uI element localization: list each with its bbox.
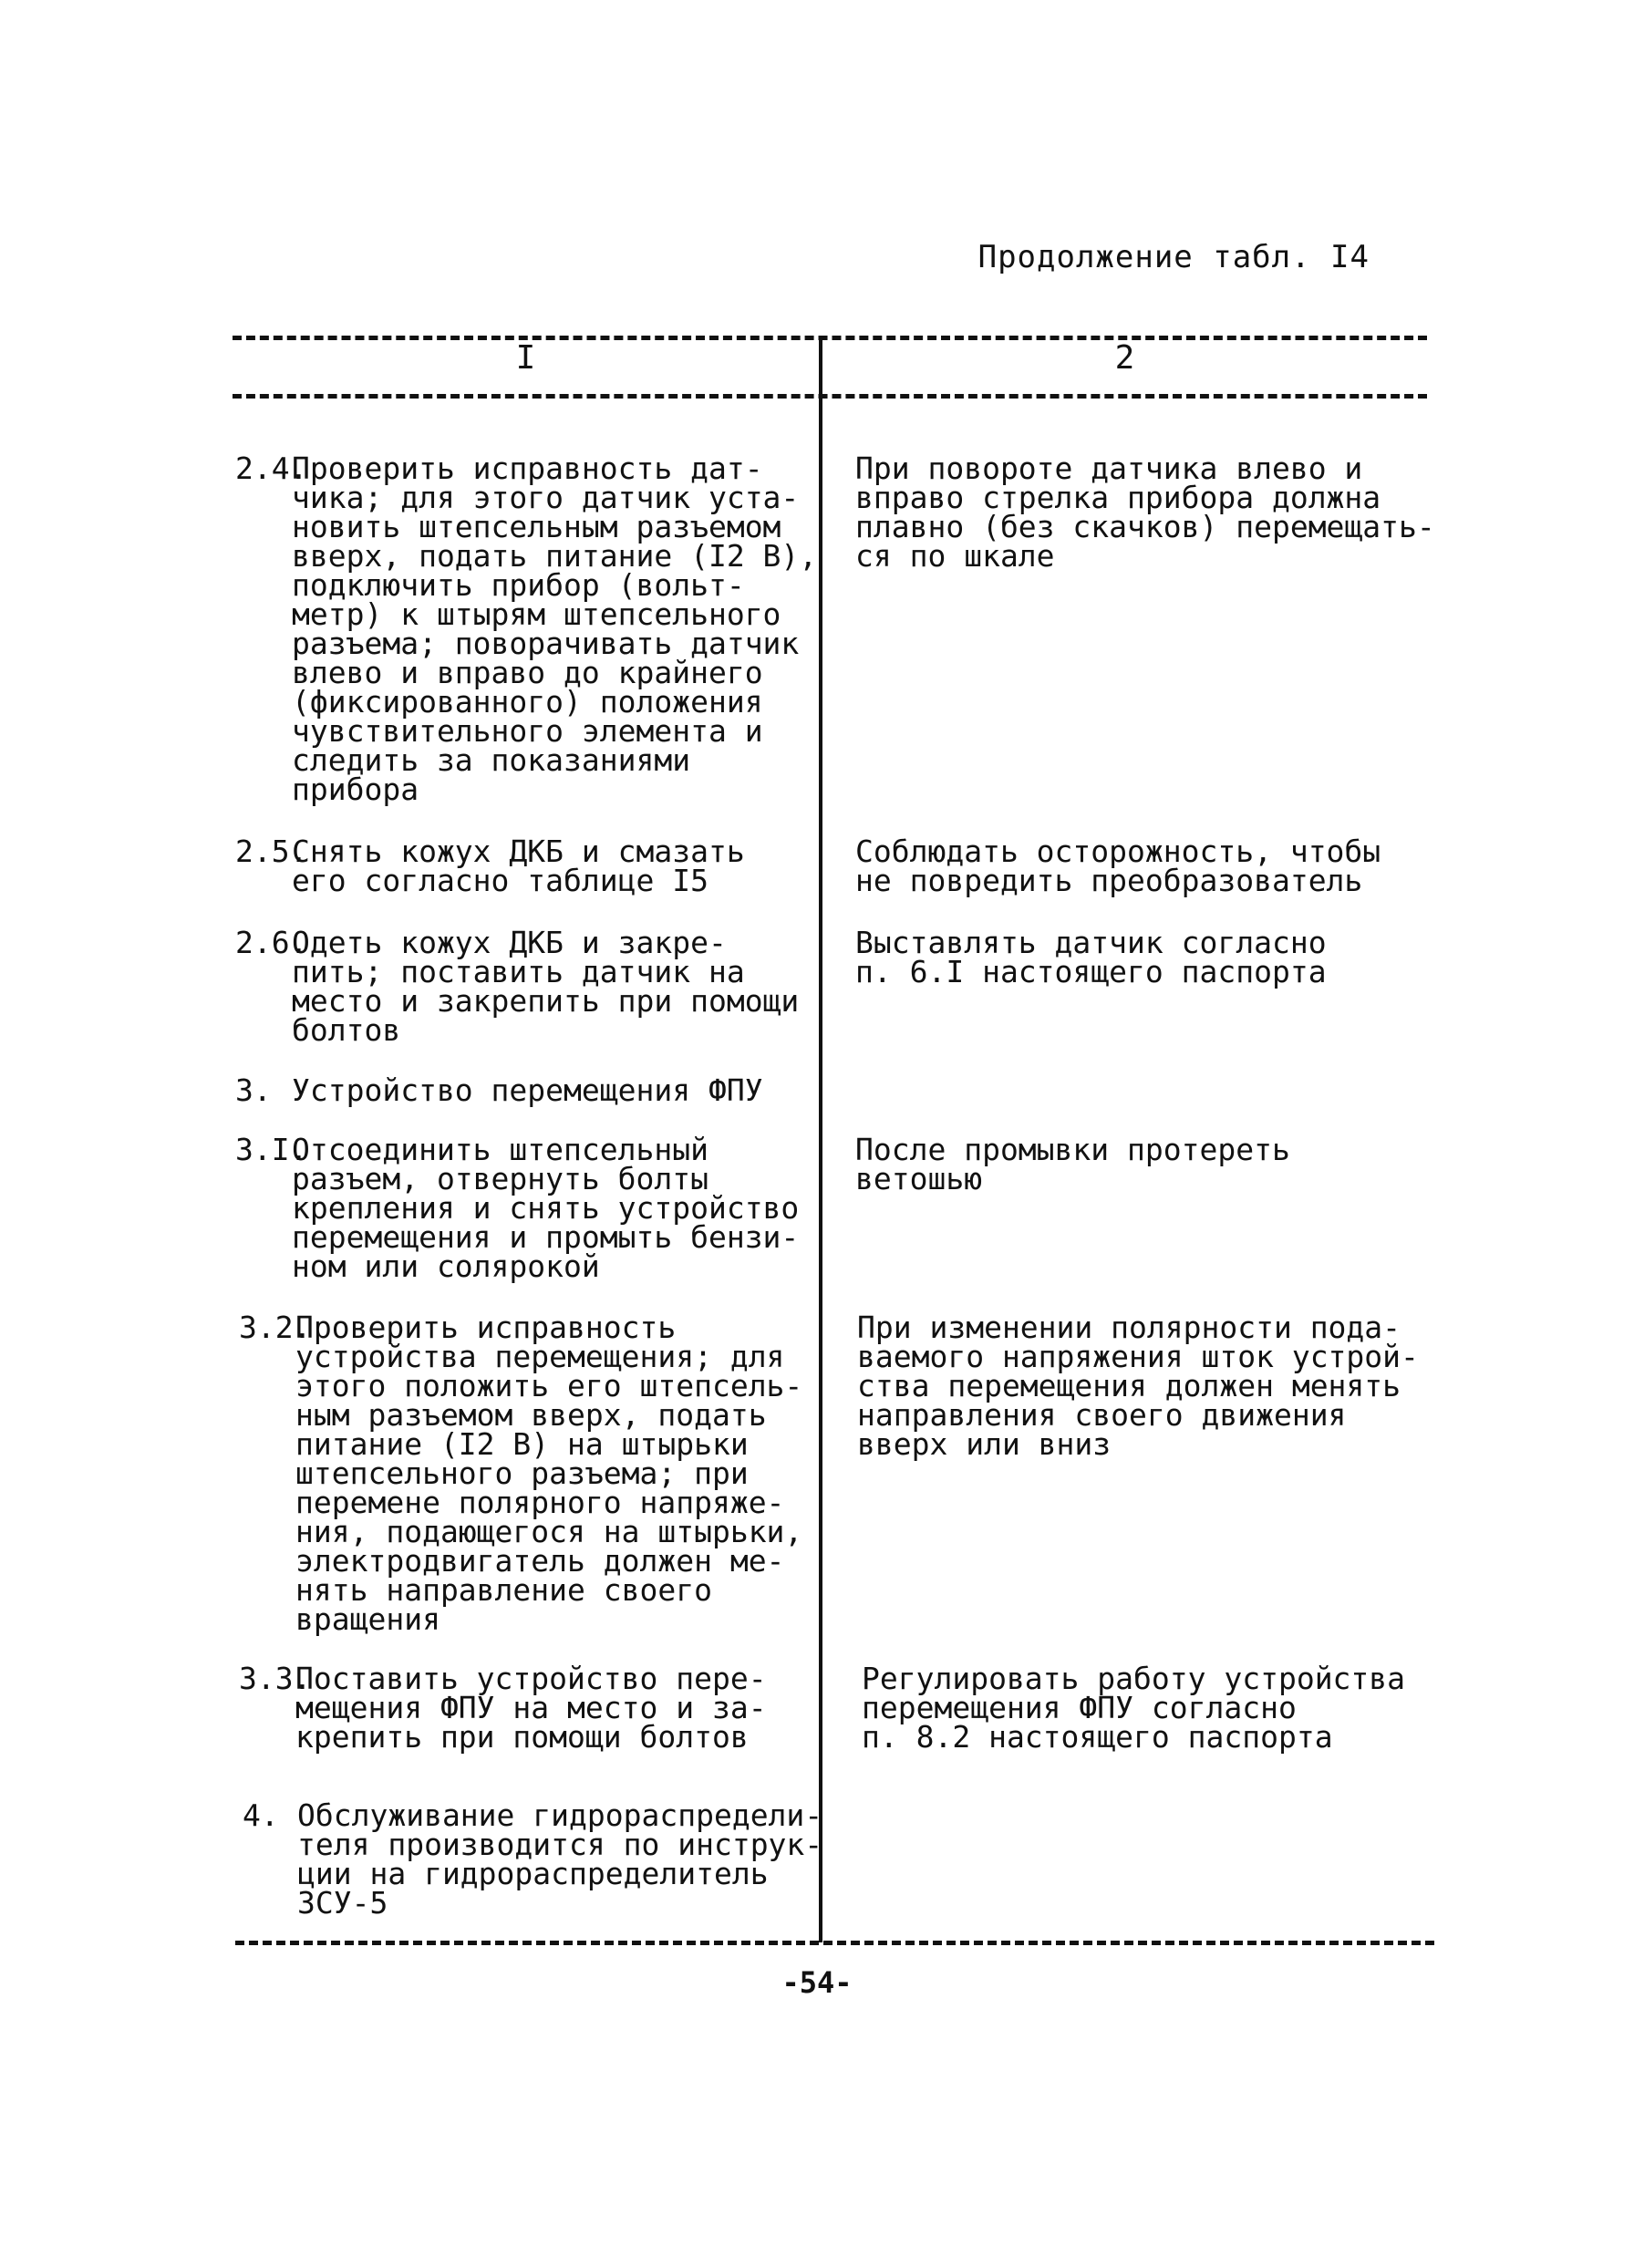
row-number: 3.I.	[235, 1132, 308, 1167]
section-number: 3.	[235, 1072, 272, 1108]
row-action: Проверить исправность устройства перемещения; для этого положить его штепсель- ным разъемом вверх, подать питание (I2 В) на штырьки штепсельного разъема; при перемене полярного напряже- ния, подающегося на штырьки, электродвигатель должен ме- нять направление своего вращения	[295, 1310, 803, 1637]
row-number: 3.2.	[239, 1310, 312, 1345]
section-title: Устройство перемещения ФПУ	[292, 1072, 763, 1108]
section-text: Обслуживание гидрораспредели- теля производится по инструк- ции на гидрораспределитель ЗСУ-5	[297, 1797, 823, 1921]
page-number: -54-	[781, 1965, 853, 2000]
table-header-rule	[233, 394, 1427, 399]
row-note: При повороте датчика влево и вправо стрелка прибора должна плавно (без скачков) перемещать- ся по шкале	[855, 450, 1435, 574]
column-header-2: 2	[1114, 339, 1135, 377]
row-note: Выставлять датчик согласно п. 6.I настоящего паспорта	[855, 925, 1327, 989]
row-action: Проверить исправность дат- чика; для этого датчик уста- новить штепсельным разъемом вверх, подать питание (I2 В), подключить прибор (вольт- метр) к штырям штепсельного разъема; поворачивать датчик влево и вправо до крайнего (фиксированного) положения чувствительного элемента и следить за показаниями прибора	[292, 450, 818, 807]
row-note: После промывки протереть ветошью	[855, 1132, 1290, 1196]
column-divider	[819, 336, 822, 1942]
row-action: Отсоединить штепсельный разъем, отвернуть болты крепления и снять устройство перемещения и промыть бензи- ном или солярокой	[292, 1132, 800, 1284]
table-bottom-rule	[235, 1941, 1434, 1945]
column-header-1: I	[515, 339, 536, 377]
row-note: Соблюдать осторожность, чтобы не повредить преобразователь	[855, 834, 1381, 898]
row-number: 3.3.	[239, 1661, 312, 1696]
row-note: Регулировать работу устройства перемещения ФПУ согласно п. 8.2 настоящего паспорта	[862, 1661, 1406, 1755]
row-action: Одеть кожух ДКБ и закре- пить; поставить датчик на место и закрепить при помощи болтов	[292, 925, 800, 1048]
row-number: 2.4.	[235, 450, 308, 486]
row-action: Снять кожух ДКБ и смазать его согласно таблице I5	[292, 834, 745, 898]
row-number: 2.5.	[235, 834, 308, 869]
row-note: При изменении полярности пода- ваемого напряжения шток устрой- ства перемещения должен менять направления своего движения вверх или вниз	[857, 1310, 1419, 1462]
table-continuation-heading: Продолжение табл. I4	[977, 239, 1370, 275]
section-number: 4.	[243, 1797, 279, 1833]
row-number: 2.6.	[235, 925, 308, 960]
row-action: Поставить устройство пере- мещения ФПУ на место и за- крепить при помощи болтов	[295, 1661, 767, 1755]
